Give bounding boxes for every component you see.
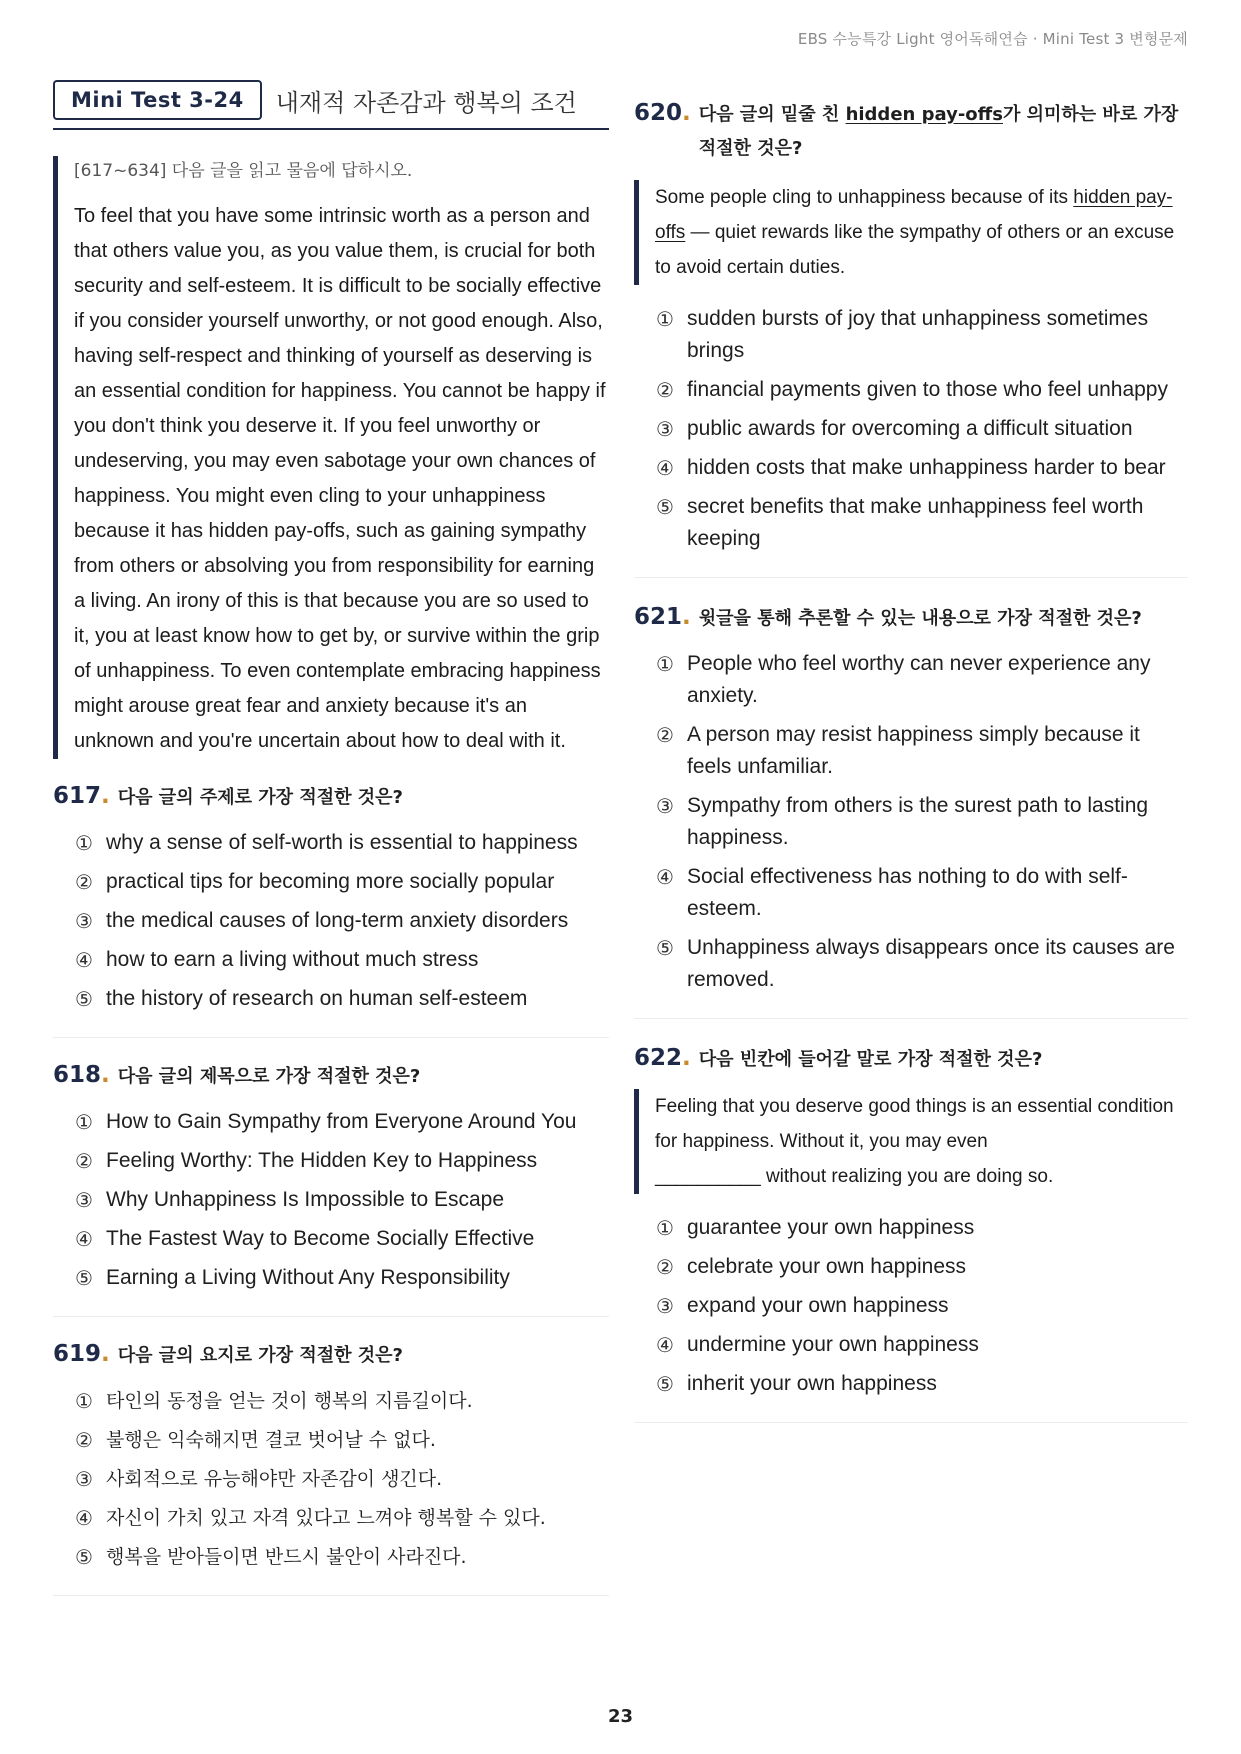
option-text: celebrate your own happiness [687, 1255, 967, 1278]
option-text: public awards for overcoming a difficult situation [687, 417, 1133, 440]
option-number: ⑤ [75, 1266, 93, 1290]
option-number: ⑤ [656, 1372, 674, 1396]
option-number: ① [656, 1216, 674, 1240]
option-number: ③ [75, 1188, 93, 1212]
excerpt-text: — quiet rewards like the sympathy of others or an excuse to avoid certain duties. [655, 222, 1175, 278]
option-number: ⑤ [75, 1545, 93, 1569]
option-number: ④ [656, 865, 674, 889]
option-text: People who feel worthy can never experience any anxiety. [687, 652, 1151, 707]
page-number: 23 [607, 1706, 634, 1727]
question-dot: . [101, 1062, 110, 1088]
option-5[interactable] [634, 932, 1188, 996]
option-5[interactable] [53, 1262, 609, 1294]
option-4[interactable] [634, 861, 1188, 925]
option-number: ④ [75, 1506, 93, 1530]
question-dot: . [101, 1341, 110, 1367]
option-2[interactable] [634, 1251, 1188, 1283]
question-dot: . [682, 1045, 691, 1071]
option-text: Earning a Living Without Any Responsibility [106, 1266, 510, 1289]
option-3[interactable] [634, 1290, 1188, 1322]
question-number: 622 [634, 1045, 683, 1071]
passage-instruction: [617~634] 다음 글을 읽고 물음에 답하시오. [74, 161, 413, 181]
option-text: Unhappiness always disappears once its causes are removed. [687, 936, 1175, 991]
option-number: ② [656, 1255, 674, 1279]
question-header [634, 1041, 1188, 1077]
option-text: how to earn a living without much stress [106, 948, 479, 971]
divider [634, 577, 1188, 578]
option-2[interactable] [53, 866, 609, 898]
question-title: 다음 글의 제목으로 가장 적절한 것은? [117, 1066, 421, 1087]
option-number: ④ [75, 1227, 93, 1251]
question-title: 다음 글의 요지로 가장 적절한 것은? [117, 1345, 403, 1366]
option-number: ① [75, 1110, 93, 1134]
option-number: ② [75, 1149, 93, 1173]
option-3[interactable] [634, 413, 1188, 445]
option-2[interactable] [53, 1145, 609, 1177]
option-number: ② [75, 1428, 93, 1452]
test-title-row [53, 80, 609, 130]
option-text: the history of research on human self-esteem [106, 987, 528, 1010]
option-5[interactable] [634, 491, 1188, 555]
option-number: ③ [656, 417, 674, 441]
option-text: hidden costs that make unhappiness harder to bear [687, 456, 1166, 479]
option-number: ② [75, 870, 93, 894]
option-number: ① [656, 652, 674, 676]
option-text: 자신이 가치 있고 자격 있다고 느껴야 행복할 수 있다. [106, 1507, 546, 1529]
question-618 [53, 1058, 609, 1294]
title-text: 가 의미하는 바로 가장 적절한 것은? [698, 104, 1179, 159]
option-number: ③ [656, 1294, 674, 1318]
option-5[interactable] [634, 1368, 1188, 1400]
option-number: ③ [75, 1467, 93, 1491]
underlined-phrase: hidden pay-offs [845, 104, 1003, 125]
option-5[interactable] [53, 983, 609, 1015]
question-number: 621 [634, 604, 683, 630]
question-617 [53, 779, 609, 1015]
option-number: ② [656, 378, 674, 402]
option-number: ⑤ [656, 495, 674, 519]
option-text: Feeling Worthy: The Hidden Key to Happiness [106, 1149, 538, 1172]
option-number: ② [656, 723, 674, 747]
question-header [53, 1058, 609, 1094]
option-list [53, 1106, 609, 1294]
main-passage [53, 156, 609, 759]
option-number: ④ [75, 948, 93, 972]
option-text: Sympathy from others is the surest path to lasting happiness. [687, 794, 1149, 849]
option-1[interactable] [634, 1212, 1188, 1244]
question-619 [53, 1337, 609, 1573]
question-header [53, 1337, 609, 1373]
option-text: sudden bursts of joy that unhappiness sometimes brings [687, 307, 1149, 362]
option-2[interactable] [634, 374, 1188, 406]
option-text: inherit your own happiness [687, 1372, 937, 1395]
option-number: ⑤ [75, 987, 93, 1011]
question-title: 다음 빈칸에 들어갈 말로 가장 적절한 것은? [698, 1049, 1043, 1070]
question-620 [634, 96, 1188, 555]
question-title: 윗글을 통해 추론할 수 있는 내용으로 가장 적절한 것은? [698, 608, 1142, 629]
option-4[interactable] [53, 1223, 609, 1255]
option-5[interactable] [53, 1541, 609, 1573]
option-number: ① [75, 831, 93, 855]
option-1[interactable] [53, 827, 609, 859]
option-list [53, 1385, 609, 1573]
question-dot: . [682, 100, 691, 126]
option-4[interactable] [53, 1502, 609, 1534]
option-1[interactable] [634, 303, 1188, 367]
answer-blank: __________ [655, 1166, 761, 1187]
option-text: expand your own happiness [687, 1294, 949, 1317]
option-4[interactable] [634, 1329, 1188, 1361]
question-number: 618 [53, 1062, 102, 1088]
question-number: 617 [53, 783, 102, 809]
divider [53, 1595, 609, 1596]
option-3[interactable] [53, 905, 609, 937]
topic-title: 내재적 자존감과 행복의 조건 [275, 88, 577, 117]
option-number: ④ [656, 456, 674, 480]
question-dot: . [101, 783, 110, 809]
option-text: financial payments given to those who feel unhappy [687, 378, 1168, 401]
option-2[interactable] [53, 1424, 609, 1456]
option-list [634, 303, 1188, 555]
option-text: the medical causes of long-term anxiety disorders [106, 909, 569, 932]
divider [634, 1422, 1188, 1423]
option-text: 타인의 동정을 얻는 것이 행복의 지름길이다. [106, 1390, 473, 1412]
option-text: A person may resist happiness simply because it feels unfamiliar. [687, 723, 1140, 778]
option-text: 사회적으로 유능해야만 자존감이 생긴다. [106, 1468, 443, 1490]
option-1[interactable] [634, 648, 1188, 712]
option-list [53, 827, 609, 1015]
option-3[interactable] [53, 1184, 609, 1216]
option-text: undermine your own happiness [687, 1333, 979, 1356]
option-text: practical tips for becoming more socially popular [106, 870, 555, 893]
question-title [699, 98, 1188, 166]
option-3[interactable] [53, 1463, 609, 1495]
blank-passage [634, 1089, 1188, 1194]
option-number: ⑤ [656, 936, 674, 960]
option-list [634, 648, 1188, 996]
option-text: The Fastest Way to Become Socially Effective [106, 1227, 535, 1250]
option-4[interactable] [53, 944, 609, 976]
option-text: Social effectiveness has nothing to do with self-esteem. [687, 865, 1128, 920]
option-number: ③ [75, 909, 93, 933]
question-header [634, 600, 1188, 636]
left-column [53, 80, 609, 1596]
question-number: 620 [634, 100, 683, 126]
question-621 [634, 600, 1188, 996]
question-header [634, 96, 1188, 166]
option-2[interactable] [634, 719, 1188, 783]
divider [53, 1316, 609, 1317]
option-text: why a sense of self-worth is essential to happiness [106, 831, 578, 854]
test-label: Mini Test 3-24 [53, 80, 262, 120]
divider [634, 1018, 1188, 1019]
option-text: Why Unhappiness Is Impossible to Escape [106, 1188, 505, 1211]
option-text: 불행은 익숙해지면 결코 벗어날 수 없다. [106, 1429, 436, 1451]
running-header: EBS 수능특강 Light 영어독해연습 · Mini Test 3 변형문제 [797, 30, 1188, 48]
option-3[interactable] [634, 790, 1188, 854]
option-number: ① [75, 1389, 93, 1413]
option-text: 행복을 받아들이면 반드시 불안이 사라진다. [106, 1546, 467, 1568]
excerpt-text: without realizing you are doing so. [760, 1166, 1054, 1187]
option-list [634, 1212, 1188, 1400]
excerpt-text: Some people cling to unhappiness because of its [655, 187, 1074, 208]
question-title: 다음 글의 주제로 가장 적절한 것은? [117, 787, 403, 808]
excerpt-text: Feeling that you deserve good things is an essential condition for happiness. Without it, you may even [655, 1096, 1174, 1152]
option-number: ④ [656, 1333, 674, 1357]
question-number: 619 [53, 1341, 102, 1367]
option-1[interactable] [53, 1385, 609, 1417]
option-1[interactable] [53, 1106, 609, 1138]
option-text: How to Gain Sympathy from Everyone Around You [106, 1110, 577, 1133]
option-4[interactable] [634, 452, 1188, 484]
option-number: ① [656, 307, 674, 331]
question-header [53, 779, 609, 815]
option-text: secret benefits that make unhappiness feel worth keeping [687, 495, 1144, 550]
underlined-phrase: hidden pay-offs [655, 187, 1173, 243]
passage-body: To feel that you have some intrinsic worth as a person and that others value you, as you value them, is crucial for both security and self-esteem. It is difficult to be socially effective if you consider yourself unworthy, or not good enough. Also, having self-respect and thinking of yourself as deserving is an essential condition for happiness. You cannot be happy if you don't think you deserve it. If you feel unworthy or undeserving, you may even sabotage your own chances of happiness. You might even cling to your unhappiness because it has hidden pay-offs, such as gaining sympathy from others or absolving you from responsibility for earning a living. An irony of this is that because you are so used to it, you at least know how to get by, or survive within the grip of unhappiness. To even contemplate embracing happiness might arouse great fear and anxiety because it's an unknown and you're uncertain about how to deal with it. [74, 205, 606, 752]
divider [53, 1037, 609, 1038]
question-dot: . [682, 604, 691, 630]
title-text: 다음 글의 밑줄 친 [698, 104, 846, 125]
option-number: ③ [656, 794, 674, 818]
question-622 [634, 1041, 1188, 1400]
excerpt-passage [634, 180, 1188, 285]
right-column [634, 96, 1188, 1423]
option-text: guarantee your own happiness [687, 1216, 975, 1239]
